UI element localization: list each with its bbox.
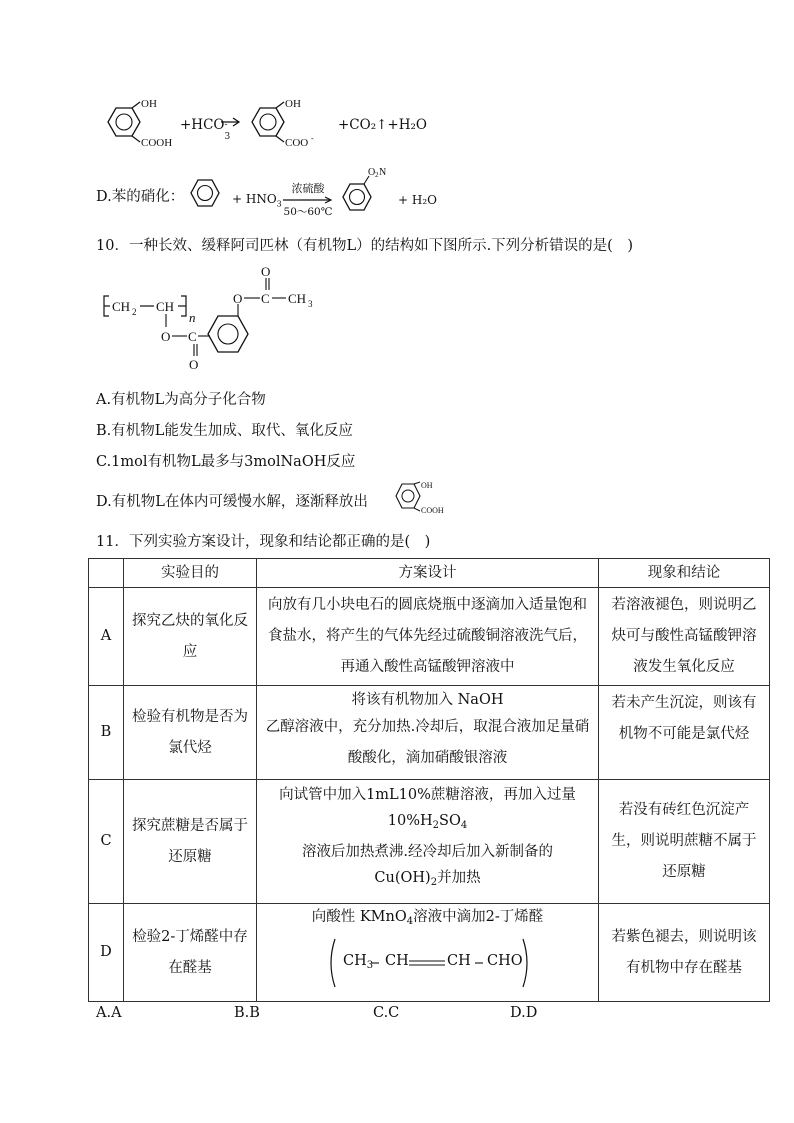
row-conclusion: 若未产生沉淀，则该有机物不可能是氯代烃 [599, 686, 770, 780]
svg-text:COOH: COOH [141, 137, 173, 149]
svg-text:-: - [311, 134, 314, 143]
table-row-a [89, 588, 770, 686]
row-design [257, 780, 599, 904]
q10-option-c: C.1mol有机物L最多与3molNaOH反应 [96, 454, 356, 470]
header-conclusion: 现象和结论 [599, 559, 770, 588]
row-design [257, 904, 599, 1002]
design-line-1: 向试管中加入1mL10%蔗糖溶液，再加入过量 [279, 787, 576, 803]
nitration-condition-temperature: 50～60℃ [283, 206, 333, 218]
svg-text:2: 2 [375, 171, 379, 179]
design-line-1: 将该有机物加入 NaOH [351, 692, 504, 708]
design-line-2: 乙醇溶液中，充分加热.冷却后，取混合液加足量硝酸酸化，滴加硝酸银溶液 [265, 719, 590, 766]
answer-b[interactable]: B.B [234, 1005, 260, 1021]
row-key: A [89, 588, 124, 686]
nitration-condition-catalyst: 浓硫酸 [291, 182, 325, 195]
svg-text:OH: OH [421, 481, 433, 490]
svg-text:O: O [189, 357, 199, 372]
header-design: 方案设计 [257, 559, 599, 588]
svg-text:COOH: COOH [421, 506, 444, 515]
svg-text:CH: CH [156, 299, 175, 314]
header-purpose: 实验目的 [124, 559, 257, 588]
bicarbonate-reagent: +HCO - 3 [180, 117, 231, 142]
row-key: B [89, 686, 124, 780]
table-row-b [89, 686, 770, 780]
q10-option-a: A.有机物L为高分子化合物 [96, 392, 266, 408]
nitric-acid-reagent: + $HNO_3$ [232, 192, 282, 209]
row-conclusion: 若没有砖红色沉淀产生，则说明蔗糖不属于还原糖 [599, 780, 770, 904]
experiment-table [88, 558, 770, 1002]
q11-answer-options [96, 1005, 696, 1025]
design-line-4: $Cu(OH)_2$并加热 [374, 870, 481, 888]
nitrobenzene-structure [338, 164, 394, 218]
design-line-2: $10\%H_2SO_4$ [387, 813, 468, 831]
reaction-arrow [220, 112, 242, 136]
row-conclusion: 若紫色褪去，则说明该有机物中存在醛基 [599, 904, 770, 1002]
answer-a[interactable]: A.A [96, 1005, 122, 1021]
svg-text:CH: CH [112, 299, 131, 314]
row-design [257, 686, 599, 780]
svg-text:O: O [368, 167, 376, 178]
svg-text:O: O [261, 264, 271, 279]
svg-text:2: 2 [132, 307, 137, 317]
svg-text:O: O [233, 291, 243, 306]
answer-c[interactable]: C.C [373, 1005, 400, 1021]
butenal-formula: $CH_3$ CH CH CHO [263, 933, 592, 995]
design-line-3: 溶液后加热煮沸.经冷却后加入新制备的 [301, 844, 554, 860]
q10-option-b: B.有机物L能发生加成、取代、氧化反应 [96, 423, 353, 439]
design-line-1: 向酸性 KMnO$_4$溶液中滴加2-丁烯醛 [311, 909, 544, 927]
q11-stem: 11．下列实验方案设计，现象和结论都正确的是( ) [96, 534, 431, 550]
svg-text:OH: OH [141, 98, 157, 110]
benzene-structure [188, 176, 224, 214]
row-design: 向放有几小块电石的圆底烧瓶中逐滴加入适量饱和食盐水，将产生的气体先经过硫酸铜溶液洗气后，再通入酸性高锰酸钾溶液中 [257, 588, 599, 686]
row-key: D [89, 904, 124, 1002]
salicylic-acid-structure [96, 98, 186, 158]
svg-text:O: O [161, 329, 171, 344]
answer-d[interactable]: D.D [510, 1005, 538, 1021]
svg-text:CH: CH [288, 291, 307, 306]
reaction-products: +CO₂↑+H₂O [338, 117, 427, 133]
svg-text:OH: OH [285, 98, 301, 110]
row-conclusion: 若溶液褪色，则说明乙炔可与酸性高锰酸钾溶液发生氧化反应 [599, 588, 770, 686]
row-purpose: 检验有机物是否为氯代烃 [124, 686, 257, 780]
option-d-nitration-label: D.苯的硝化： [96, 189, 185, 205]
salicylate-structure [240, 98, 330, 158]
polymer-l-structure [100, 264, 340, 378]
svg-text:n: n [189, 310, 196, 325]
header-key [89, 559, 124, 588]
water-product: + H₂O [398, 193, 437, 207]
table-header-row [89, 559, 770, 588]
svg-text:3: 3 [308, 299, 313, 309]
q10-option-d: D.有机物L在体内可缓慢水解，逐渐释放出 [96, 494, 368, 510]
table-row-c [89, 780, 770, 904]
svg-text:COO: COO [285, 137, 309, 149]
table-row-d [89, 904, 770, 1002]
row-key: C [89, 780, 124, 904]
salicylic-acid-small-structure [392, 480, 462, 520]
q10-stem: 10．一种长效、缓释阿司匹林（有机物L）的结构如下图所示.下列分析错误的是( ) [96, 238, 633, 254]
svg-text:C: C [261, 291, 270, 306]
row-purpose: 检验2-丁烯醛中存在醛基 [124, 904, 257, 1002]
svg-text:C: C [188, 329, 197, 344]
row-purpose: 探究蔗糖是否属于还原糖 [124, 780, 257, 904]
svg-text:N: N [379, 167, 387, 178]
row-purpose: 探究乙炔的氧化反应 [124, 588, 257, 686]
